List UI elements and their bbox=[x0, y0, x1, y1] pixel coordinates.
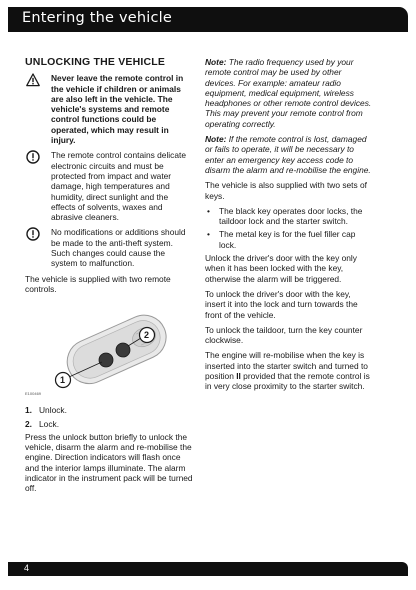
press-unlock-text: Press the unlock button briefly to unlock the vehicle, disarm the alarm and re-mobilise the engine. Direction indicators will flash once and the interior lamps illuminate. The alarm indicator in the instrument pack will be turned off. bbox=[25, 431, 193, 494]
bullet-text: The black key operates door locks, the taildoor lock and the starter switch. bbox=[219, 205, 363, 227]
bullet-text: The metal key is for the fuel filler cap lock. bbox=[219, 229, 356, 250]
footer-bar bbox=[8, 562, 408, 576]
note-label: Note: bbox=[205, 57, 227, 67]
insert-key-text: To unlock the driver's door with the key, insert it into the lock and turn towards the front of the vehicle. bbox=[205, 288, 358, 320]
callout-1-label: 1 bbox=[60, 375, 66, 386]
caution-block-mods bbox=[25, 227, 193, 268]
bullet-dot: • bbox=[207, 205, 210, 216]
caution-text-damage: The remote control contains delicate electronic circuits and must be protected from impact and water damage, high temperatures and humidity, direct sunlight and the effects of solvents, waxes and abrasive cleaners. bbox=[51, 150, 187, 223]
bullet-item bbox=[205, 206, 373, 227]
caution-text-mods: No modifications or additions should be made to the anti-theft system. Such changes could cause the system to malfunction. bbox=[51, 227, 186, 269]
note-radio-text: The radio frequency used by your remote control may be used by other devices. For example: amateur radio equipment, medical equipment, wireless headphones or other remote control devices. This may prevent your remote control from operating correctly. bbox=[205, 57, 372, 129]
header-bar bbox=[8, 7, 408, 32]
left-column bbox=[25, 57, 193, 499]
unlock-driver-text: Unlock the driver's door with the key only when it has been locked with the key, otherwise the alarm will be triggered. bbox=[205, 253, 357, 284]
warning-text: Never leave the remote control in the vehicle if children or animals are also left in the vehicle. The vehicle's systems and remote control functions could be operated, which may result in injury. bbox=[51, 73, 184, 146]
page-title: Entering the vehicle bbox=[22, 10, 172, 26]
legend-label: Lock. bbox=[39, 418, 60, 429]
legend-number: 1. bbox=[25, 405, 32, 416]
note-lost bbox=[205, 134, 373, 175]
position-label: II bbox=[236, 371, 241, 382]
section-heading: UNLOCKING THE VEHICLE bbox=[25, 56, 166, 68]
legend-label: Unlock. bbox=[39, 405, 67, 416]
legend-item bbox=[25, 419, 193, 429]
callout-2-label: 2 bbox=[144, 330, 150, 341]
remobilise-text-start: The engine will re-mobilise when the key is inserted into the starter switch and turned to position bbox=[205, 350, 368, 382]
remobilise-text bbox=[205, 350, 373, 391]
caution-circle-icon bbox=[26, 150, 40, 164]
note-label: Note: bbox=[205, 134, 227, 145]
right-column bbox=[205, 57, 373, 397]
warning-block bbox=[25, 73, 193, 145]
keys-intro-text: The vehicle is also supplied with two sets of keys. bbox=[205, 180, 367, 201]
remobilise-text-end: provided that the remote control is in very close proximity to the starter switch. bbox=[205, 371, 370, 392]
legend-number: 2. bbox=[25, 418, 32, 429]
caution-block-damage bbox=[25, 150, 193, 222]
bullet-dot: • bbox=[207, 229, 210, 240]
figure-caption: E100469 bbox=[25, 390, 42, 396]
bullet-item bbox=[205, 229, 373, 250]
legend-item bbox=[25, 405, 193, 415]
remote-control-figure bbox=[25, 299, 193, 399]
taildoor-text: To unlock the taildoor, turn the key counter clockwise. bbox=[205, 324, 363, 346]
note-radio bbox=[205, 57, 373, 129]
remote-control-illustration bbox=[25, 299, 193, 395]
supplied-text: The vehicle is supplied with two remote controls. bbox=[25, 273, 171, 294]
page-number: 4 bbox=[24, 563, 30, 573]
warning-triangle-icon bbox=[26, 73, 40, 87]
caution-circle-icon bbox=[26, 227, 40, 241]
note-lost-text: If the remote control is lost, damaged or fails to operate, it will be necessary to enter an emergency key access code to disarm the alarm and re-mobilise the engine. bbox=[205, 134, 371, 175]
